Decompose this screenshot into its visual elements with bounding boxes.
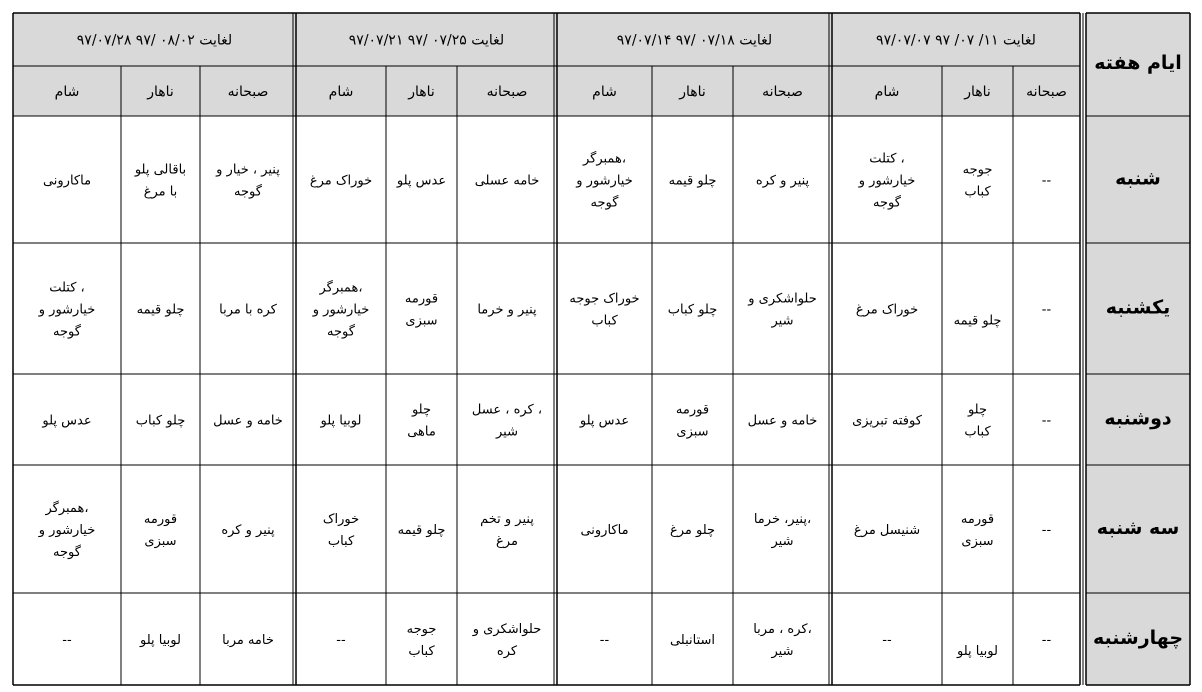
meal-cell: خامه مربا — [222, 633, 274, 648]
meal-cell: لوبیا پلو — [320, 413, 362, 429]
week-header-background — [13, 13, 1080, 116]
meal-column-header: ناهار — [408, 84, 435, 100]
week-date-range: ۹۷/۰۷/۱۴ لغایت ۰۷/۱۸ /۹۷ — [616, 32, 773, 49]
meal-cell: پنیر و کره — [755, 173, 810, 189]
meal-cell: -- — [1041, 413, 1052, 429]
days-of-week-header: ایام هفته — [1094, 52, 1182, 74]
meal-cell: پنیر، خرما، شیر — [753, 512, 812, 549]
meal-cell: چلو قیمه — [668, 173, 717, 189]
meal-cell: چلو مرغ — [669, 523, 716, 538]
meal-cell: پنیر ، خیار و گوجه — [216, 162, 280, 200]
meal-column-header: صبحانه — [486, 84, 528, 100]
meal-cell: -- — [1041, 302, 1052, 318]
meal-cell: خوراک مرغ — [309, 173, 373, 189]
day-column-background — [1086, 13, 1190, 685]
meal-cell: خوراک کباب — [322, 512, 360, 549]
meal-cell: حلواشکری و کره — [472, 622, 542, 659]
meal-cell: جوجه کباب — [406, 622, 437, 659]
meal-cell: چلو ماهی — [407, 402, 436, 440]
meal-cell: -- — [882, 633, 892, 648]
meal-cell: شنیسل مرغ — [853, 523, 921, 538]
meal-cell: پنیر و کره — [221, 523, 275, 538]
meal-cell: -- — [1041, 173, 1052, 189]
meal-column-header: ناهار — [679, 84, 706, 100]
meal-cell: کتلت ، خیارشور و گوجه — [38, 280, 96, 340]
meal-cell: لوبیا پلو — [140, 633, 181, 648]
meal-column-header: شام — [328, 84, 354, 100]
meal-cell: قورمه سبزی — [143, 512, 178, 549]
meal-cell: حلواشکری و شیر — [748, 291, 817, 329]
meal-cell: عدس پلو — [579, 413, 630, 429]
meal-cell: -- — [336, 633, 346, 648]
meal-cell: -- — [599, 633, 610, 648]
meal-cell: -- — [1041, 633, 1052, 648]
meal-cell: استانبلی — [669, 633, 716, 648]
week-date-range: ۹۷/۰۷/۰۷ لغایت ۱۱/ ۰۷/ ۹۷ — [876, 32, 1036, 49]
meal-cell: چلو کباب — [135, 413, 186, 429]
week-date-range: ۹۷/۰۷/۲۱ لغایت ۰۷/۲۵ /۹۷ — [348, 32, 505, 49]
day-label: یکشنبه — [1105, 296, 1171, 319]
meal-cell: کره ، عسل ، شیر — [471, 402, 543, 440]
meal-cell: همبرگر، خیارشور و گوجه — [312, 280, 370, 340]
meal-cell: عدس پلو — [396, 173, 447, 189]
meal-cell: همبرگر، خیارشور و گوجه — [38, 501, 96, 560]
meal-cell: قورمه سبزی — [675, 402, 710, 440]
meal-column-header: ناهار — [964, 84, 991, 100]
meal-cell: چلو قیمه — [136, 302, 185, 318]
day-label: سه شنبه — [1096, 517, 1180, 539]
meal-cell: خوراک مرغ — [855, 302, 919, 318]
meal-cell: کوفته تبریزی — [852, 413, 922, 429]
meal-cell: پنیر و خرما — [477, 302, 537, 318]
meal-cell: خامه و عسل — [747, 413, 818, 429]
day-label: شنبه — [1115, 167, 1161, 190]
meal-column-header: ناهار — [147, 84, 174, 100]
meal-cell: خامه و عسل — [213, 413, 283, 429]
meal-cell: باقالی پلو با مرغ — [134, 162, 187, 200]
meal-column-header: صبحانه — [762, 84, 803, 100]
meal-column-header: صبحانه — [227, 84, 269, 100]
day-label: چهارشنبه — [1092, 627, 1184, 649]
meal-cell: چلو قیمه — [397, 523, 446, 538]
meal-cell: جوجه کباب — [962, 162, 993, 200]
meal-cell: چلو کباب — [964, 402, 991, 440]
meal-cell: -- — [1041, 523, 1052, 538]
meal-cell: خوراک جوجه کباب — [569, 291, 640, 329]
meal-cell: همبرگر، خیارشور و گوجه — [576, 151, 633, 211]
week-date-range: ۹۷/۰۷/۲۸ لغایت ۰۸/۰۲ /۹۷ — [76, 32, 233, 49]
meal-cell: لوبیا پلو — [957, 644, 998, 659]
meal-cell: پنیر و تخم مرغ — [480, 512, 534, 549]
meal-cell: کره ، مربا، شیر — [753, 622, 812, 659]
day-label: دوشنبه — [1104, 407, 1172, 430]
meal-column-header: صبحانه — [1026, 84, 1067, 100]
meal-cell: چلو قیمه — [953, 313, 1002, 329]
meal-cell: قورمه سبزی — [960, 512, 995, 549]
meal-cell: قورمه سبزی — [404, 291, 439, 329]
meal-cell: عدس پلو — [42, 413, 92, 429]
meal-column-header: شام — [874, 84, 900, 100]
meal-cell: ماکارونی — [42, 173, 92, 189]
meal-column-header: شام — [592, 84, 617, 100]
meal-cell: ماکارونی — [580, 523, 629, 538]
meal-cell: چلو کباب — [667, 302, 718, 318]
meal-cell: کتلت ، خیارشور و گوجه — [858, 151, 916, 211]
meal-cell: کره با مربا — [219, 302, 277, 318]
meal-cell: خامه عسلی — [474, 173, 540, 189]
meal-cell: -- — [62, 633, 72, 648]
meal-column-header: شام — [54, 84, 80, 100]
